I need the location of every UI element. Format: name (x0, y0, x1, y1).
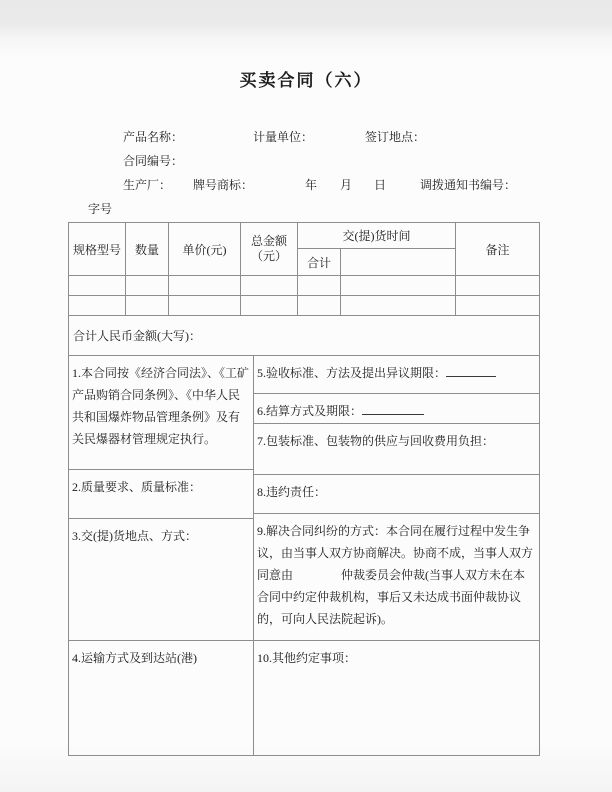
col-header-unit-price: 单价(元) (169, 223, 241, 276)
empty-item-row (69, 296, 540, 316)
terms-section (69, 356, 539, 755)
field-label-measure-unit: 计量单位： (253, 130, 314, 144)
total-amount-line2: （元） (250, 249, 287, 263)
col-header-total-amount (241, 223, 298, 276)
field-label-day: 日 (374, 178, 387, 192)
field-label-year: 年 (305, 178, 318, 192)
field-label-zihao: 字号 (88, 202, 113, 216)
empty-cell (241, 296, 298, 316)
field-label-signing-place: 签订地点： (365, 130, 426, 144)
empty-cell (298, 296, 341, 316)
field-label-manufacturer: 生产厂： (123, 178, 172, 192)
empty-item-row (69, 276, 540, 296)
empty-cell (456, 296, 540, 316)
blank-underline (362, 414, 424, 415)
field-label-brand-trademark: 牌号商标： (193, 178, 254, 192)
empty-cell (341, 276, 456, 296)
terms-container-cell (69, 356, 540, 756)
total-amount-line1: 总金额 (250, 234, 287, 248)
field-label-contract-no: 合同编号： (123, 154, 184, 168)
empty-cell (298, 276, 341, 296)
terms-row (69, 356, 540, 756)
field-label-allocation-notice-no: 调拨通知书编号： (420, 178, 517, 192)
term-4-transport-destination: 4.运输方式及到达站(港) (72, 651, 197, 665)
term-5-acceptance-standards: 5.验收标准、方法及提出异议期限： (254, 356, 539, 394)
col-header-delivery-blank (341, 249, 456, 276)
table-header-row-1 (69, 223, 540, 249)
term-2-quality-standards: 2.质量要求、质量标准： (69, 470, 253, 519)
items-table (68, 222, 540, 756)
term-1-governing-rules: 1.本合同按《经济合同法》、《工矿产品购销合同条例》、《中华人民共和国爆炸物品管理条例》及有关民爆器材管理规定执行。 (69, 356, 253, 470)
col-header-delivery-time: 交(提)货时间 (298, 223, 456, 249)
total-amount-row (69, 316, 540, 356)
empty-cell (69, 276, 126, 296)
empty-cell (169, 296, 241, 316)
empty-cell (241, 276, 298, 296)
empty-cell (126, 296, 169, 316)
empty-cell (341, 296, 456, 316)
terms-right-column (254, 356, 539, 755)
term-3-delivery-place-method: 3.交(提)货地点、方式： (69, 519, 253, 641)
field-label-month: 月 (340, 178, 353, 192)
empty-cell (456, 276, 540, 296)
col-header-delivery-subtotal: 合计 (298, 249, 341, 276)
col-header-spec-model: 规格型号 (69, 223, 126, 276)
term-10-other-matters: 10.其他约定事项： (257, 651, 357, 665)
term-6-settlement-method: 6.结算方式及期限： (254, 394, 539, 424)
term-8-breach-liability: 8.违约责任： (254, 475, 539, 514)
empty-cell (126, 276, 169, 296)
empty-cell (69, 296, 126, 316)
term-7-packaging: 7.包装标准、包装物的供应与回收费用负担： (254, 424, 539, 475)
blank-underline (446, 376, 496, 377)
total-amount-in-words-label: 合计人民币金额(大写)： (69, 316, 540, 356)
terms-left-column (69, 356, 254, 755)
field-label-product-name: 产品名称： (123, 130, 184, 144)
document-title: 买卖合同（六） (239, 71, 373, 90)
col-header-quantity: 数量 (126, 223, 169, 276)
empty-cell (169, 276, 241, 296)
col-header-remark: 备注 (456, 223, 540, 276)
term-9-dispute-resolution: 9.解决合同纠纷的方式：本合同在履行过程中发生争议，由当事人双方协商解决。协商不成，当事人双方同意由 仲裁委员会仲裁(当事人双方未在本合同中约定仲裁机构，事后又未达成书面仲裁协议的，可向人民法院起诉)。 (254, 514, 539, 641)
